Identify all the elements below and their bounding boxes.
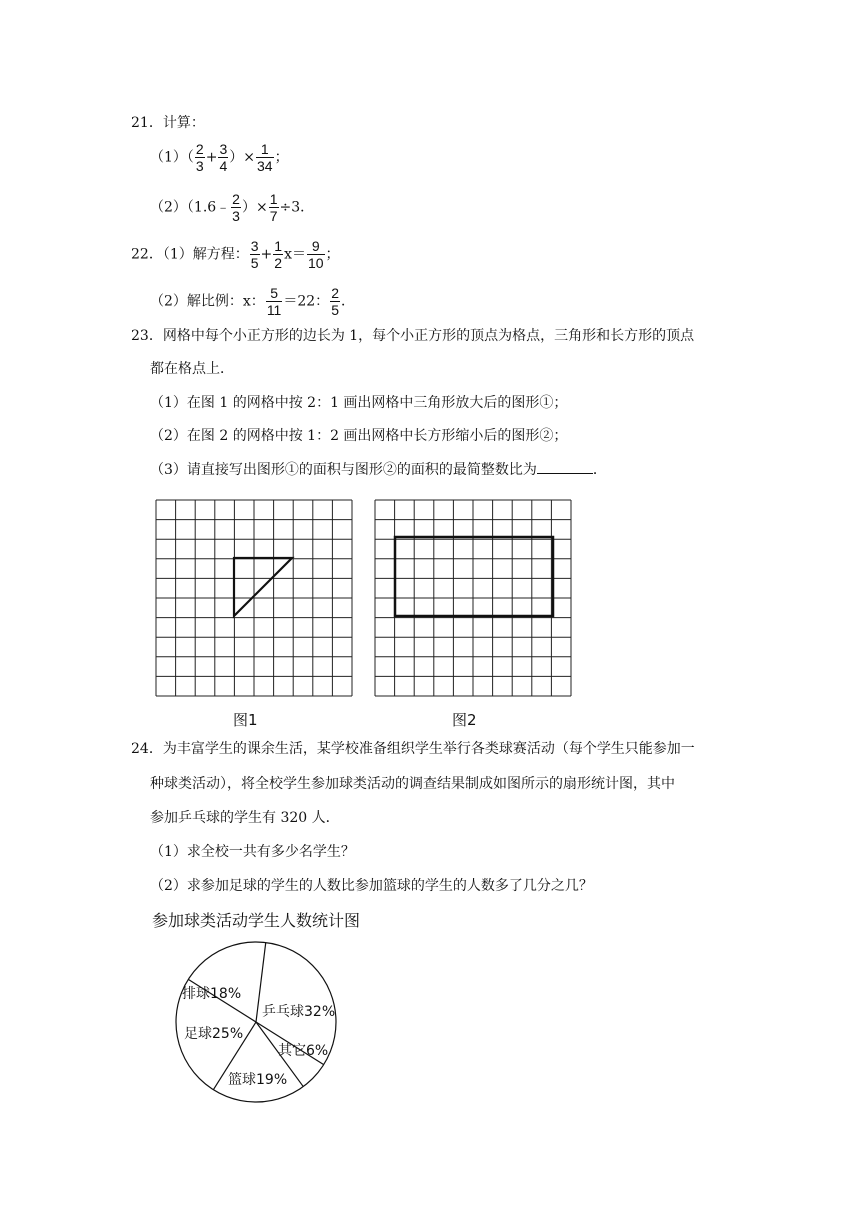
fraction: $\frac{2}{3}$: [195, 141, 204, 174]
q21-part2: [150, 191, 314, 224]
q24-line2: 种球类活动），将全校学生参加球类活动的调查结果制成如图所示的扇形统计图，其中: [150, 776, 675, 792]
fraction: $\frac{2}{5}$: [331, 285, 339, 318]
q24-sub1: （1）求全校一共有多少名学生？: [150, 844, 355, 860]
q23-sub1: （1）在图 1 的网格中按 2：1 画出网格中三角形放大后的图形①；: [150, 395, 568, 411]
q22-p1-label: 22．（1）解方程：: [131, 246, 249, 263]
close-paren-times: ）×: [229, 149, 255, 166]
pie-slice-label: 足球25%: [184, 1026, 244, 1042]
pie-slice-label: 其它6%: [278, 1043, 329, 1059]
pie-slice-label: 乒乓球32%: [262, 1004, 336, 1020]
fraction: $\frac{1}{34}$: [256, 141, 273, 174]
q24-line1: 24．为丰富学生的课余生活，某学校准备组织学生举行各类球赛活动（每个学生只能参加一: [131, 741, 695, 757]
fraction: $\frac{9}{10}$: [307, 238, 324, 271]
divide-text: ÷3．: [279, 199, 315, 216]
fraction: $\frac{1}{7}$: [269, 191, 278, 224]
q24-line3: 参加乒乓球的学生有 320 人．: [150, 810, 340, 826]
q22-p2-label: （2）解比例：x：: [150, 293, 265, 310]
ratio-text: ＝22：: [283, 293, 330, 310]
punctuation: ．: [592, 462, 607, 478]
q22-part1: [131, 238, 340, 271]
pie-slice-label: 排球18%: [182, 986, 242, 1002]
equals-text: x＝: [284, 246, 306, 263]
punctuation: ．: [340, 293, 355, 310]
grid-1: [156, 500, 352, 696]
chart-title: 参加球类活动学生人数统计图: [152, 911, 361, 930]
q24-sub2: （2）求参加足球的学生的人数比参加篮球的学生的人数多了几分之几？: [150, 878, 593, 894]
figure-2-caption: 图2: [452, 711, 477, 729]
q21-p1-label: （1）（: [150, 149, 194, 166]
fraction: $\frac{5}{11}$: [266, 285, 282, 318]
q23-sub3-text: （3）请直接写出图形①的面积与图形②的面积的最简整数比为: [150, 462, 537, 478]
q21-p2-label: （2）（1.6﹣: [150, 199, 231, 216]
answer-blank: [537, 461, 593, 474]
q23-sub3: [150, 460, 607, 480]
q22-part2: [150, 285, 355, 318]
punctuation: ；: [325, 246, 340, 263]
triangle-shape: [234, 558, 292, 616]
fraction: $\frac{2}{3}$: [232, 191, 240, 224]
q21-part1: [150, 141, 289, 174]
q21-heading: 21．计算：: [131, 115, 205, 131]
pie-slice-label: 篮球19%: [228, 1072, 288, 1088]
rectangle-shape: [395, 537, 553, 616]
q23-sub2: （2）在图 2 的网格中按 1：2 画出网格中长方形缩小后的图形②；: [150, 428, 568, 444]
q23-line2: 都在格点上．: [150, 361, 234, 377]
fraction: $\frac{1}{2}$: [274, 238, 283, 271]
fraction: $\frac{3}{4}$: [219, 141, 228, 174]
grid-figures: [150, 492, 590, 698]
q23-line1: 23．网格中每个小正方形的边长为 1，每个小正方形的顶点为格点，三角形和长方形的顶点: [131, 328, 695, 344]
grid-2: [375, 500, 571, 696]
close-paren-times: ）×: [241, 199, 268, 216]
punctuation: ；: [274, 149, 289, 166]
fraction: $\frac{3}{5}$: [250, 238, 259, 271]
plus-sign: +: [260, 246, 273, 263]
pie-chart: [170, 930, 370, 1110]
plus-sign: +: [205, 149, 218, 166]
figure-1-caption: 图1: [233, 711, 258, 729]
